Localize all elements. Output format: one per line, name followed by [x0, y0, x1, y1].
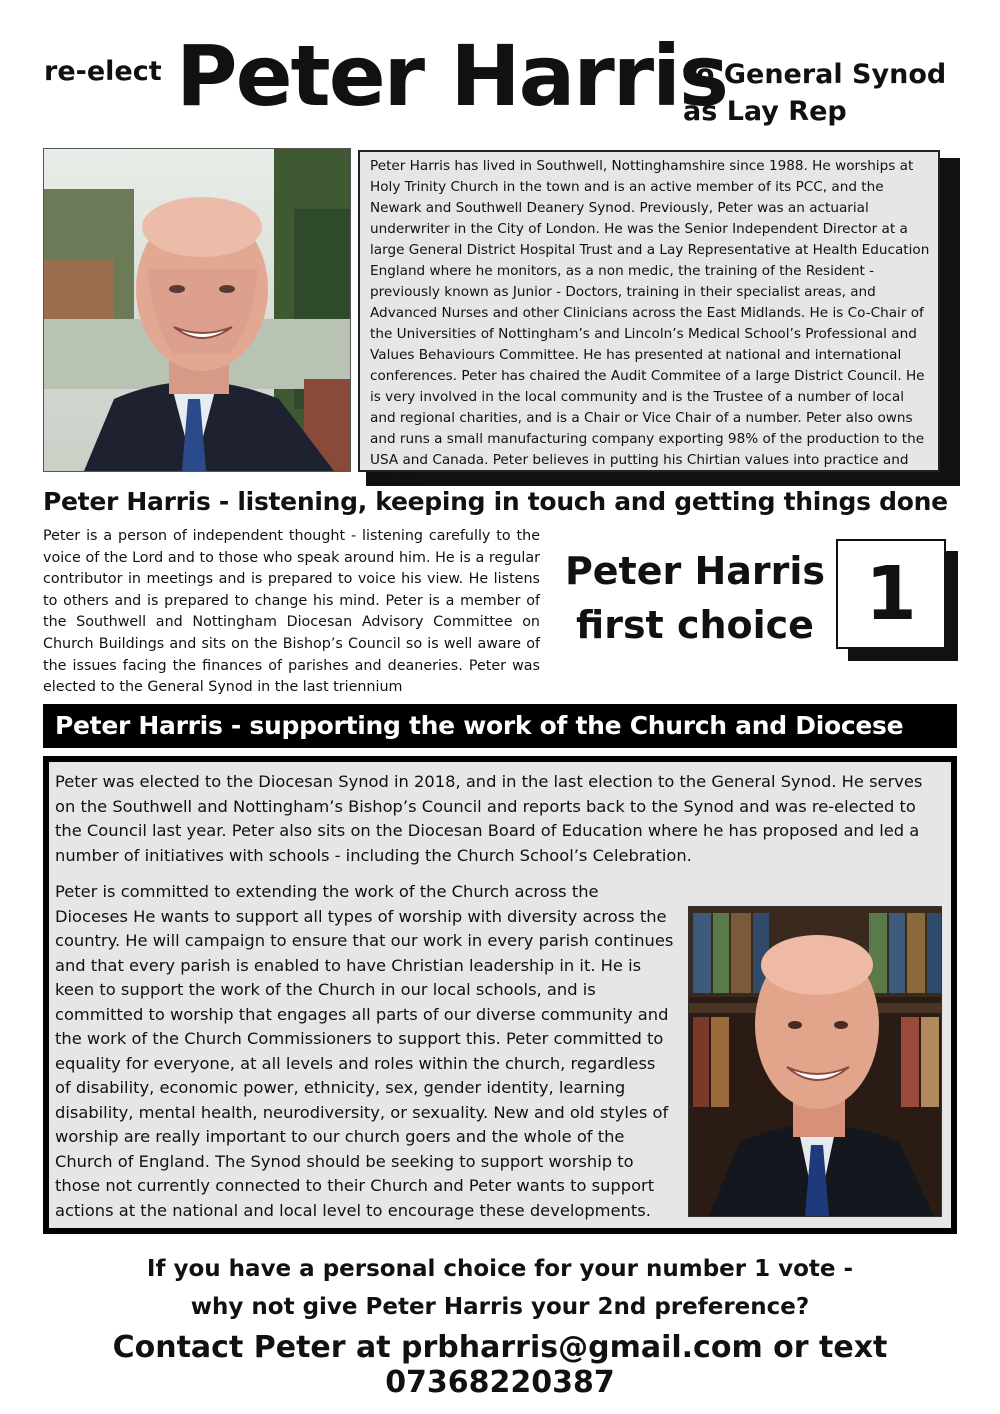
- header-post-line2: as Lay Rep: [683, 96, 847, 127]
- section-body-listening: Peter is a person of independent thought - listening carefully to the voice of the Lord and to those who speak around him. He is a regular contributor in meetings and is prepared to voice his view. He listens to others and is prepared to change his mind. Peter is a member of the Southwell and Nottingham Diocesan Advisory Committee on Church Buildings and sits on the Bishop’s Council so is well aware of the issues facing the finances of parishes and deaneries. Peter was elected to the General Synod in the last triennium: [43, 528, 540, 696]
- section-para-diocesan: Peter was elected to the Diocesan Synod in 2018, and in the last election to the General Synod. He serves on the Southwell and Nottingham’s Bishop’s Council and reports back to the Synod and was re-elected to the Council last year. Peter also sits on the Diocesan Board of Education where he has proposed and led a number of initiatives with schools - including the Church School’s Celebration.: [55, 772, 923, 865]
- portrait-photo-outdoor: [43, 148, 351, 472]
- first-choice-line1: Peter Harris: [564, 549, 826, 593]
- portrait-photo-bookshelf: [688, 906, 942, 1217]
- candidate-name-title: Peter Harris: [176, 27, 727, 125]
- preference-number-box: 1: [836, 539, 946, 649]
- header-pre-text: re-elect: [44, 56, 162, 87]
- call-to-action: [0, 1250, 1000, 1326]
- first-choice-callout: [545, 544, 845, 652]
- header-post-text: [683, 56, 946, 130]
- cta-line2: why not give Peter Harris your 2nd preference?: [190, 1294, 810, 1320]
- header-post-line1: to General Synod: [683, 59, 947, 90]
- contact-line: Contact Peter at prbharris@gmail.com or text 07368220387: [112, 1330, 888, 1400]
- bio-text-box: Peter Harris has lived in Southwell, Nottinghamshire since 1988. He worships at Holy Trinity Church in the town and is an active member of its PCC, and the Newark and Southwell Deanery Synod. Previously, Peter was an actuarial underwriter in the City of London. He was the Senior Independent Director at a large General District Hospital Trust and a Lay Representative at Health Education England where he monitors, as a non medic, the training of the Resident - previously known as Junior - Doctors, training in their specialist areas, and Advanced Nurses and other Clinicians across the East Midlands. He is Co-Chair of the Universities of Nottingham’s and Lincoln’s Medical School’s Professional and Values Behaviours Committee. He has presented at national and international conferences. Peter has chaired the Audit Commitee of a large District Council. He is very involved in the local community and is the Trustee of a number of local and regional charities, and is a Chair or Vice Chair of a number. Peter also owns and runs a small manufacturing company exporting 98% of the production to the USA and Canada. Peter believes in putting his Chirtian values into practice and service: [358, 150, 940, 472]
- cta-line1: If you have a personal choice for your number 1 vote -: [146, 1256, 854, 1282]
- section-heading-supporting: Peter Harris - supporting the work of the Church and Diocese: [43, 704, 957, 748]
- first-choice-line2: first choice: [576, 603, 814, 647]
- section-para-commitment: Peter is committed to extending the work of the Church across the Dioceses He wants to support all types of worship with diversity across the country. He will campaign to ensure that our work in every parish continues and that every parish is enabled to have Christian leadership in it. He is keen to support the work of the Church in our local schools, and is committed to worship that engages all parts of our diverse community and the work of the Church Commissioners to support this. Peter committed to equality for everyone, at all levels and roles within the church, regardless of disability, economic power, ethnicity, sex, gender identity, learning disability, mental health, neurodiversity, or sexuality. New and old styles of worship are really important to our church goers and the whole of the Church of England. The Synod should be seeking to support worship to those not currently connected to their Church and Peter wants to support actions at the national and local level to encourage these developments.: [55, 882, 674, 1220]
- section-heading-listening: Peter Harris - listening, keeping in touch and getting things done: [43, 487, 948, 516]
